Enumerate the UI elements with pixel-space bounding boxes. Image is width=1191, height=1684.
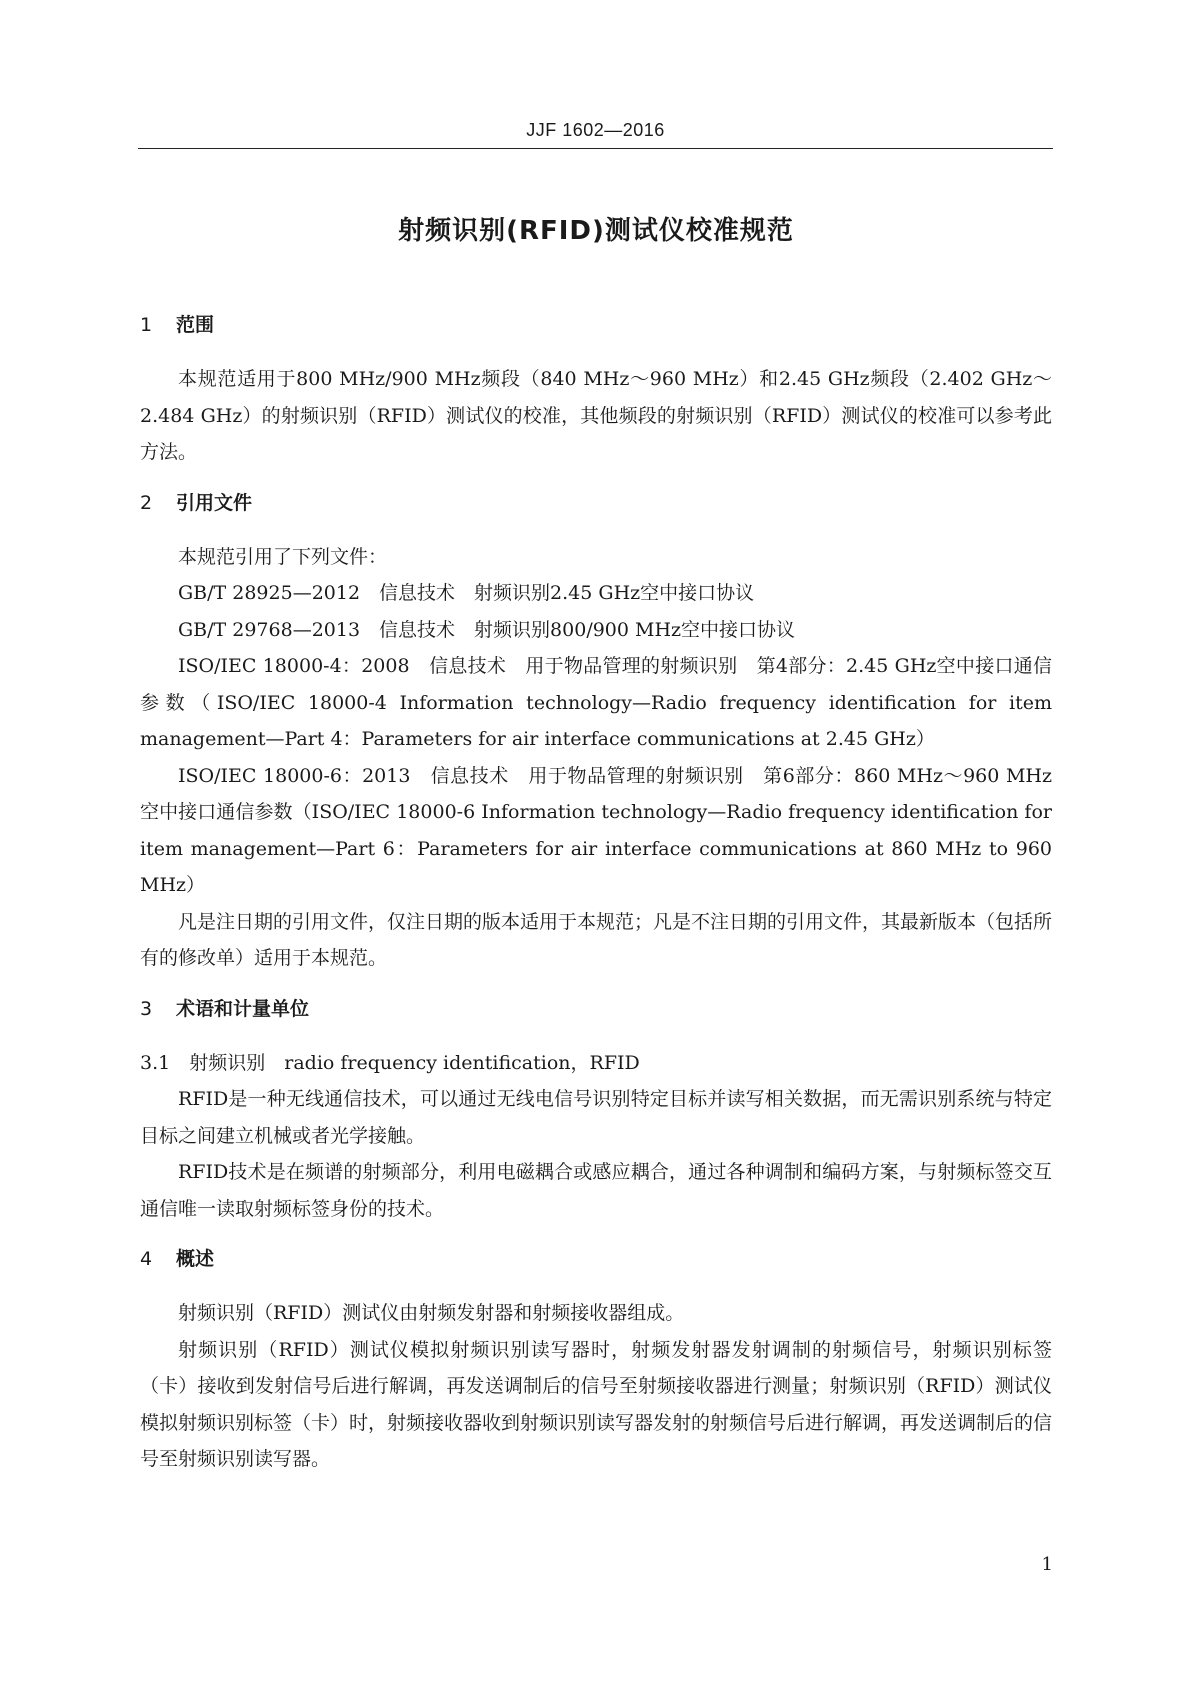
document-title: 射频识别(RFID)测试仪校准规范 xyxy=(398,216,794,246)
section-2-intro: 本规范引用了下列文件： xyxy=(178,545,388,568)
running-header: JJF 1602—2016 xyxy=(526,120,665,140)
section-4-paragraph: 射频识别（RFID）测试仪由射频发射器和射频接收器组成。 xyxy=(178,1302,685,1324)
section-3-heading xyxy=(140,993,1052,1025)
section-3-number: 3 xyxy=(140,997,153,1020)
page-number: 1 xyxy=(1041,1554,1053,1575)
page-content xyxy=(140,210,1052,1478)
section-4-heading xyxy=(140,1243,1052,1275)
header-rule xyxy=(138,148,1053,149)
section-4-title: 概述 xyxy=(176,1248,215,1270)
section-1-number: 1 xyxy=(140,314,153,336)
section-2-heading xyxy=(140,487,1052,519)
term-english: radio frequency identification，RFID xyxy=(284,1051,640,1074)
section-2-number: 2 xyxy=(140,491,153,514)
term-explanation: RFID技术是在频谱的射频部分，利用电磁耦合或感应耦合，通过各种调制和编码方案，与射频标签交互通信唯一读取射频标签身份的技术。 xyxy=(140,1161,1052,1220)
term-number: 3.1 xyxy=(140,1051,171,1074)
reference-item: GB/T 29768—2013 信息技术 射频识别800/900 MHz空中接口协议 xyxy=(178,618,796,641)
section-2-title: 引用文件 xyxy=(176,491,253,514)
section-4-number: 4 xyxy=(140,1248,153,1270)
section-1-heading xyxy=(140,309,1052,341)
reference-item: ISO/IEC 18000-4：2008 信息技术 用于物品管理的射频识别 第4部分：2.45 GHz空中接口通信参数（ISO/IEC 18000-4 Information technology—Radio frequency identification for item management—Part 4：Parameters for air interface communications at 2.45 GHz） xyxy=(140,655,1052,750)
term-3-1 xyxy=(140,1045,1052,1082)
section-1-paragraph: 本规范适用于800 MHz/900 MHz频段（840 MHz～960 MHz）和2.45 GHz频段（2.402 GHz～2.484 GHz）的射频识别（RFID）测试仪的校准，其他频段的射频识别（RFID）测试仪的校准可以参考此方法。 xyxy=(140,368,1052,463)
reference-item: GB/T 28925—2012 信息技术 射频识别2.45 GHz空中接口协议 xyxy=(178,582,755,604)
term-chinese: 射频识别 xyxy=(189,1051,266,1074)
section-1-title: 范围 xyxy=(176,314,215,336)
section-4-paragraph: 射频识别（RFID）测试仪模拟射频识别读写器时，射频发射器发射调制的射频信号，射频识别标签（卡）接收到发射信号后进行解调，再发送调制后的信号至射频接收器进行测量；射频识别（RFID）测试仪模拟射频识别标签（卡）时，射频接收器收到射频识别读写器发射的射频信号后进行解调，再发送调制后的信号至射频识别读写器。 xyxy=(140,1338,1053,1470)
section-2-note: 凡是注日期的引用文件，仅注日期的版本适用于本规范；凡是不注日期的引用文件，其最新版本（包括所有的修改单）适用于本规范。 xyxy=(140,910,1053,969)
reference-item: ISO/IEC 18000-6：2013 信息技术 用于物品管理的射频识别 第6部分：860 MHz～960 MHz空中接口通信参数（ISO/IEC 18000-6 Information technology—Radio frequency identification for item management—Part 6：Parameters for air interface communications at 860 MHz to 960 MHz） xyxy=(140,764,1052,896)
term-definition: RFID是一种无线通信技术，可以通过无线电信号识别特定目标并读写相关数据，而无需识别系统与特定目标之间建立机械或者光学接触。 xyxy=(140,1088,1052,1147)
section-3-title: 术语和计量单位 xyxy=(176,997,310,1020)
